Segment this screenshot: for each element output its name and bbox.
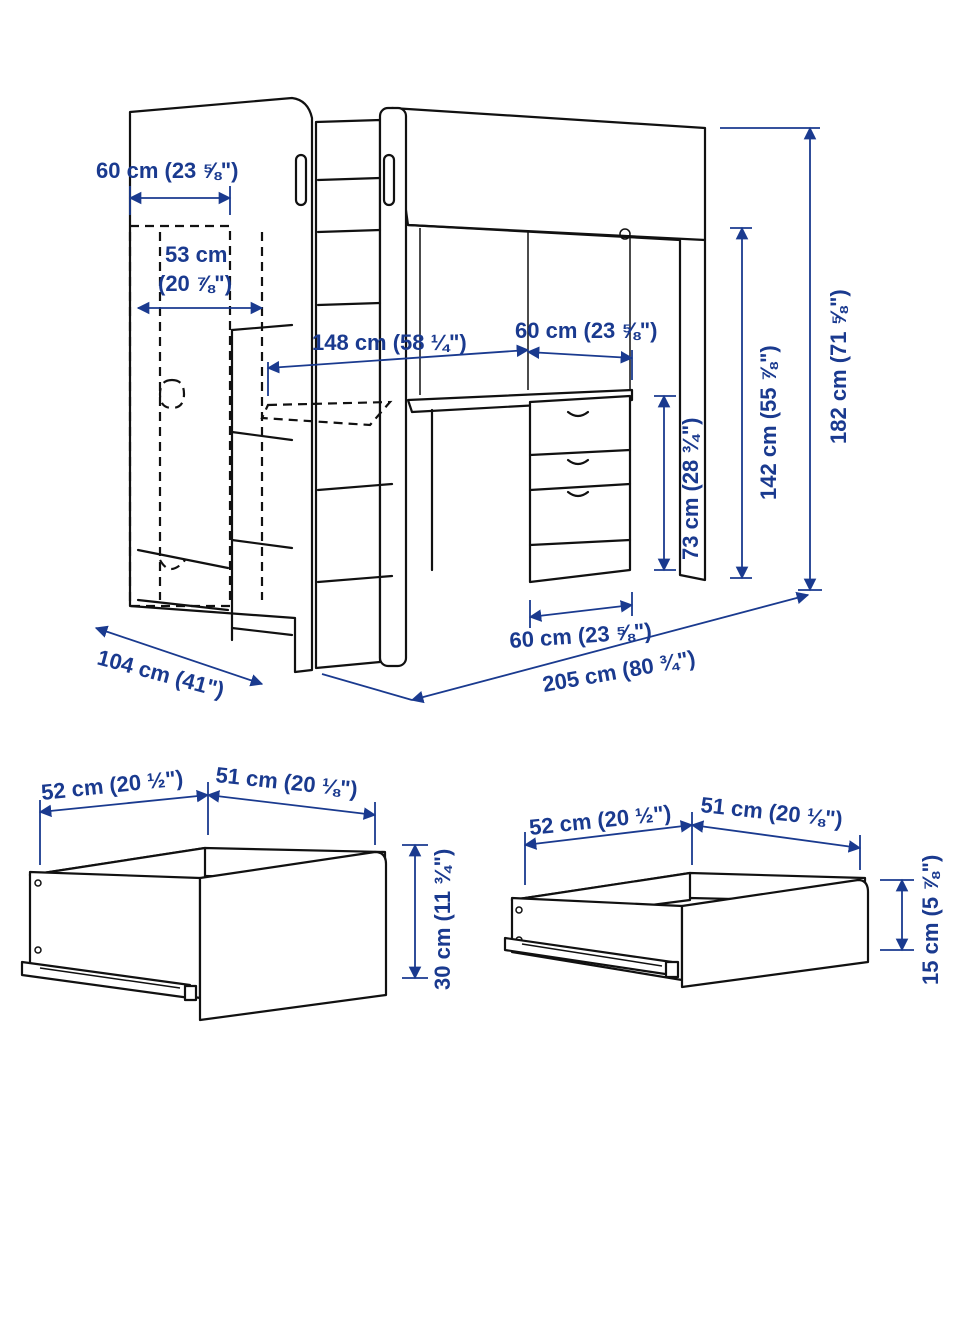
wardrobe-inner-width-cm: 53 cm: [165, 242, 228, 267]
large-drawer-width-label: 52 cm (20 ½"): [39, 765, 185, 805]
small-drawer-illustration: [505, 873, 868, 987]
large-drawer-height-label: 30 cm (11 ¾"): [430, 848, 455, 990]
total-length-label: 205 cm (80 ¾"): [540, 645, 698, 697]
pedestal-width-label: 60 cm (23 ⅝"): [508, 618, 653, 653]
desk-depth-label: 60 cm (23 ⅝"): [515, 318, 658, 343]
underbed-clearance-label: 142 cm (55 ⅞"): [756, 345, 781, 500]
wardrobe-width-label: 60 cm (23 ⅝"): [96, 158, 239, 183]
small-drawer-width-label: 52 cm (20 ½"): [527, 800, 673, 840]
total-height-label: 182 cm (71 ⅝"): [826, 289, 851, 444]
total-depth-label: 104 cm (41"): [94, 644, 228, 703]
desk-height-label: 73 cm (28 ¾"): [678, 417, 703, 560]
large-drawer-depth-label: 51 cm (20 ⅛"): [214, 762, 359, 802]
desk-length-label: 148 cm (58 ¼"): [312, 330, 467, 355]
small-drawer-depth-label: 51 cm (20 ⅛"): [699, 792, 844, 832]
loft-bed-illustration: [130, 98, 705, 672]
wardrobe-inner-width-in: (20 ⅞"): [158, 271, 233, 296]
small-drawer-height-label: 15 cm (5 ⅞"): [918, 854, 943, 985]
large-drawer-illustration: [22, 848, 386, 1020]
